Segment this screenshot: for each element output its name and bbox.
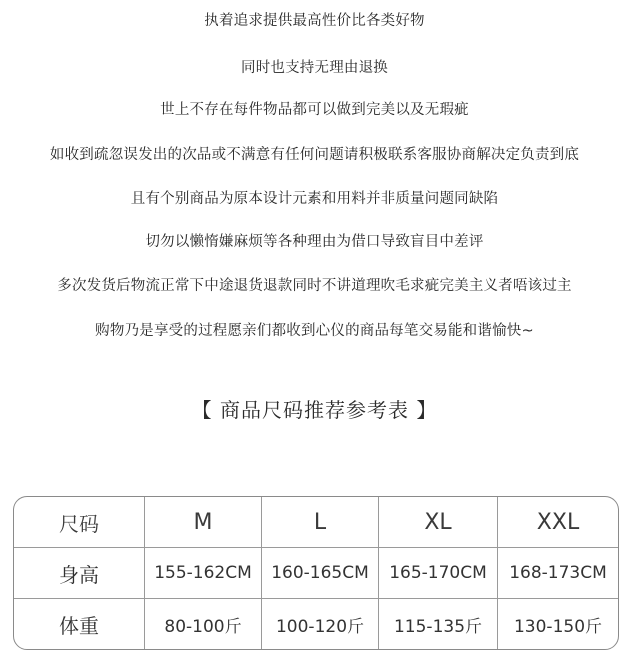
notice-line: 世上不存在每件物品都可以做到完美以及无瑕疵 xyxy=(160,102,469,118)
header-cell-size: XL xyxy=(379,497,498,548)
notice-line: 购物乃是享受的过程愿亲们都收到心仪的商品每笔交易能和谐愉快~ xyxy=(95,323,534,339)
table-cell: 165-170CM xyxy=(379,548,498,599)
header-cell-size: L xyxy=(262,497,379,548)
table-cell: 100-120斤 xyxy=(262,599,379,649)
table-cell: 115-135斤 xyxy=(379,599,498,649)
header-cell-size: M xyxy=(145,497,262,548)
row-label-height: 身高 xyxy=(14,548,145,599)
notice-line: 多次发货后物流正常下中途退货退款同时不讲道理吹毛求疵完美主义者唔该过主 xyxy=(57,278,572,294)
notice-line: 同时也支持无理由退换 xyxy=(241,60,388,76)
header-cell-label: 尺码 xyxy=(14,497,145,548)
row-label-weight: 体重 xyxy=(14,599,145,649)
notice-line: 执着追求提供最高性价比各类好物 xyxy=(204,13,425,29)
notice-line: 且有个别商品为原本设计元素和用料并非质量问题同缺陷 xyxy=(130,191,499,207)
size-header-row xyxy=(14,497,618,548)
table-cell: 155-162CM xyxy=(145,548,262,599)
table-cell: 168-173CM xyxy=(498,548,618,599)
table-cell: 80-100斤 xyxy=(145,599,262,649)
table-cell: 160-165CM xyxy=(262,548,379,599)
notice-line: 切勿以懒惰嫌麻烦等各种理由为借口导致盲目中差评 xyxy=(145,234,484,250)
table-cell: 130-150斤 xyxy=(513,616,603,637)
weight-row xyxy=(14,599,618,649)
notice-line: 如收到疏忽误发出的次品或不满意有任何问题请积极联系客服协商解决定负责到底 xyxy=(49,147,580,163)
size-table-title: 【 商品尺码推荐参考表 】 xyxy=(191,398,438,422)
height-row xyxy=(14,548,618,599)
header-cell-size: XXL xyxy=(498,497,618,548)
size-chart-table xyxy=(13,496,619,650)
